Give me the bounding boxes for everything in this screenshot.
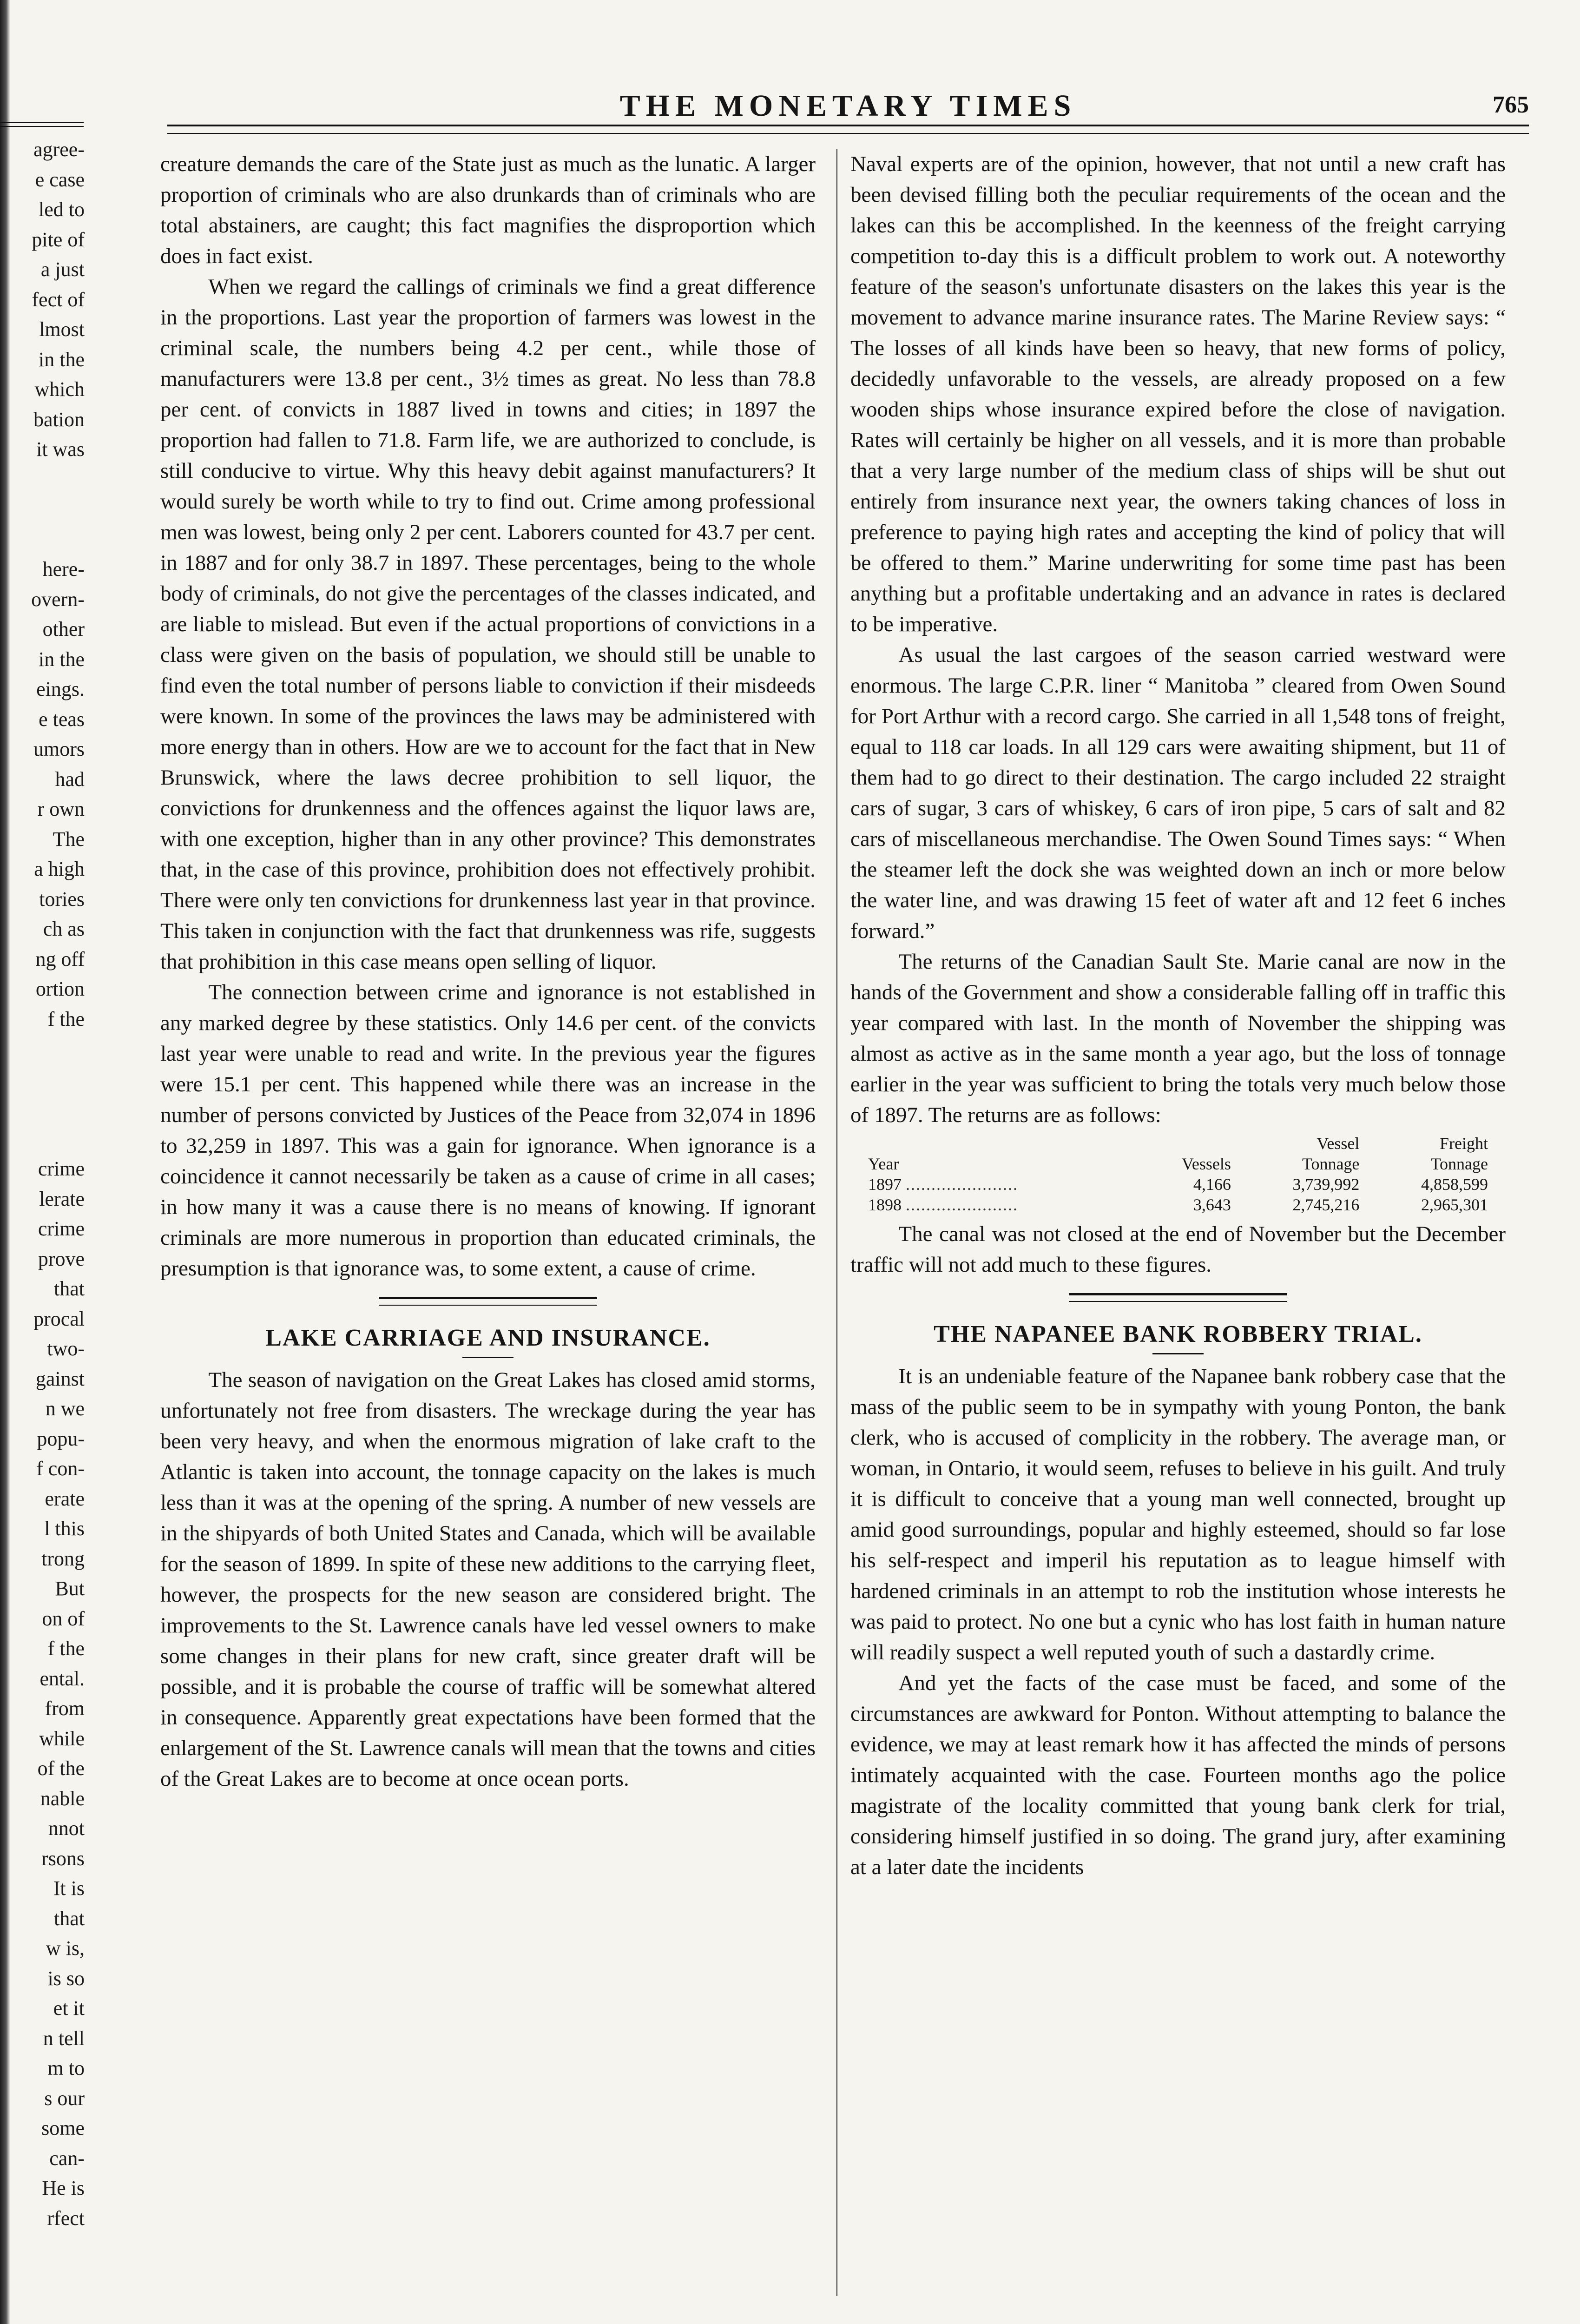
table-header-row xyxy=(864,1154,1492,1174)
left-fragment-block-c xyxy=(0,1154,93,2233)
table-cell: 2,745,216 xyxy=(1292,1195,1360,1214)
paragraph: The season of navigation on the Great Lakes has closed amid storms, unfortunately not free from disasters. The wreckage during the year has been very heavy, and when the enormous migration of lake craft to the Atlantic is taken into account, the tonnage capacity on the lakes is much less than it was at the opening of the spring. A number of new vessels are in the shipyards of both United States and Canada, which will be available for the season of 1899. In spite of these new additions to the carrying fleet, however, the prospects for the new season are considered bright. The improvements to the St. Lawrence canals have led vessel owners to make some changes in their plans for new craft, since greater draft will be possible, and it is probable the course of traffic will be somewhat altered in consequence. Apparently great expectations have been formed that the enlargement of the St. Lawrence canals will mean that the towns and cities of the Great Lakes are to become at once ocean ports. xyxy=(160,1368,816,1791)
paragraph: The returns of the Canadian Sault Ste. Marie canal are now in the hands of the Government and show a considerable falling off in traffic this year compared with last. In the month of November the shipping was almost as active as in the same month a year ago, but the loss of tonnage earlier in the year was sufficient to bring the totals very much below those of 1897. The returns are as follows: xyxy=(850,950,1506,1127)
paragraph: And yet the facts of the case must be faced, and some of the circumstances are awkward for Ponton. Without attempting to balance the evidence, we may at least remark how it has affected the minds of persons intimately acquainted with the case. Fourteen months ago the police magistrate of the locality committed that young bank clerk for trial, considering himself justified in so doing. The grand jury, after examining at a later date the incidents xyxy=(850,1671,1506,1879)
fragment-line: nable xyxy=(40,1787,85,1810)
paragraph: creature demands the care of the State just as much as the lunatic. A larger proportion of criminals who are also drunkards than of criminals who are total abstainers, are caught; this fact magnifies the disproportion which does in fact exist. xyxy=(160,152,816,268)
fragment-line: f the xyxy=(47,1007,85,1030)
section-divider xyxy=(379,1297,597,1306)
paragraph: As usual the last cargoes of the season carried westward were enormous. The large C.P.R. liner “ Manitoba ” cleared from Owen Sound for Port Arthur with a record cargo. She carried in all 1,548 tons of freight, equal to 118 car loads. In all 129 cars were awaiting shipment, but 11 of them had to go direct to their destination. The cargo included 22 straight cars of sugar, 3 cars of whiskey, 6 cars of iron pipe, 5 cars of salt and 82 cars of miscellaneous merchandise. The Owen Sound Times says: “ When the steamer left the dock she was weighted down an inch or more below the water line, and was drawing 15 feet of water aft and 12 feet 6 inches forward.” xyxy=(850,643,1506,943)
left-page-rule xyxy=(0,122,84,127)
column-header: Year xyxy=(868,1155,899,1173)
column-header: Vessels xyxy=(1181,1155,1231,1173)
publication-title: THE MONETARY TIMES xyxy=(619,89,1077,123)
fragment-line: It is xyxy=(53,1877,85,1900)
fragment-line: f the xyxy=(47,1637,85,1660)
fragment-line: m to xyxy=(47,2057,85,2080)
fragment-line: e case xyxy=(35,168,85,191)
paragraph: The canal was not closed at the end of November but the December traffic will not add much to these figures. xyxy=(850,1222,1506,1277)
fragment-line: But xyxy=(55,1577,85,1600)
fragment-line: s our xyxy=(44,2086,85,2110)
heading-underline xyxy=(462,1357,514,1358)
fragment-line: tories xyxy=(39,887,85,911)
fragment-line: in the xyxy=(39,348,85,371)
fragment-line: from xyxy=(45,1697,85,1720)
table-cell: 2,965,301 xyxy=(1421,1195,1488,1214)
fragment-line: had xyxy=(55,767,85,791)
fragment-line: ng off xyxy=(35,947,85,971)
fragment-line: here- xyxy=(42,558,85,581)
table-header-row xyxy=(864,1133,1492,1154)
fragment-line: eings. xyxy=(36,678,85,700)
paragraph: When we regard the callings of criminals we find a great difference in the proportions. Last year the proportion of farmers was lowest in the criminal scale, the numbers being 4.2 per cent., while those of manufacturers were 13.8 per cent., 3½ times as great. No less than 78.8 per cent. of convicts in 1887 lived in towns and cities; in 1897 the proportion had fallen to 71.8. Farm life, we are authorized to conclude, is still conducive to virtue. Why this heavy debit against manufacturers? It would surely be worth while to try to find out. Crime among professional men was lowest, being only 2 per cent. Laborers counted for 43.7 per cent. in 1887 and for only 38.7 in 1897. These percentages, being to the whole body of criminals, do not give the percentages of the classes indicated, and are liable to mislead. But even if the actual proportions of convictions in a class were given on the basis of population, we should still be unable to find even the total number of persons liable to conviction if their misdeeds were known. In some of the provinces the laws may be administered with more energy than in others. How are we to account for the fact that in New Brunswick, where the laws decree prohibition to sell liquor, the convictions for drunkenness and the offences against the liquor laws are, with one exception, higher than in any other province? This demonstrates that, in the case of this province, prohibition does not effectively prohibit. There were only ten convictions for drunkenness last year in that province. This taken in conjunction with the fact that drunkenness was rife, suggests that prohibition in this case means open selling of liquor. xyxy=(160,275,816,974)
fragment-line: rfect xyxy=(47,2206,85,2230)
fragment-line: crime xyxy=(38,1217,85,1240)
section-heading: LAKE CARRIAGE AND INSURANCE. xyxy=(265,1325,711,1351)
fragment-line: can- xyxy=(49,2146,85,2170)
fragment-line: nnot xyxy=(48,1817,85,1840)
table-cell: 1897 xyxy=(868,1175,902,1194)
fragment-line: n we xyxy=(45,1397,85,1420)
left-fragment-block-b xyxy=(0,555,93,1034)
fragment-line: erate xyxy=(45,1487,85,1510)
fragment-line: r own xyxy=(37,798,85,820)
fragment-line: a high xyxy=(34,858,85,880)
column-header: Freight xyxy=(1440,1134,1488,1153)
fragment-line: of the xyxy=(37,1757,85,1780)
right-column xyxy=(850,149,1506,2315)
fragment-line: gainst xyxy=(35,1367,85,1390)
header-rule xyxy=(167,125,1529,134)
fragment-line: which xyxy=(34,378,85,401)
table-cell: 3,739,992 xyxy=(1292,1175,1360,1194)
left-fragment-block-a xyxy=(0,135,93,465)
masthead xyxy=(167,88,1529,130)
fragment-line: some xyxy=(41,2117,85,2139)
fragment-line: fect of xyxy=(32,288,85,311)
fragment-line: other xyxy=(42,618,85,640)
leader-dots: ...................... xyxy=(906,1195,1018,1214)
table-cell: 4,166 xyxy=(1193,1175,1231,1194)
table-row xyxy=(864,1174,1492,1195)
column-header: Tonnage xyxy=(1430,1155,1488,1173)
fragment-line: in the xyxy=(39,647,85,671)
column-header: Vessel xyxy=(1317,1134,1360,1153)
section-divider xyxy=(1069,1293,1287,1302)
paragraph: Naval experts are of the opinion, however, that not until a new craft has been devised filling both the peculiar requirements of the ocean and the lakes can this be accomplished. In the keenness of the freight carrying competition to-day this is a difficult problem to work out. A noteworthy feature of the season's unfortunate disasters on the lakes this year is the movement to advance marine insurance rates. The Marine Review says: “ The losses of all kinds have been so heavy, that new forms of policy, decidedly unfavorable to the vessels, are already proposed on a few wooden ships whose insurance expired before the close of navigation. Rates will certainly be higher on all vessels, and it is more than probable that a very large number of the medium class of ships will be shut out entirely from insurance next year, the owners taking chances of loss in preference to paying high rates and accepting the kind of policy that will be offered to them.” Marine underwriting for some time past has been anything but a profitable undertaking and an advance in rates is declared to be imperative. xyxy=(850,152,1506,636)
canal-returns-table xyxy=(864,1133,1492,1215)
fragment-line: a just xyxy=(40,258,85,281)
fragment-line: is so xyxy=(47,1967,85,1990)
fragment-line: lerate xyxy=(39,1187,85,1210)
fragment-line: trong xyxy=(41,1547,85,1570)
table-cell: 1898 xyxy=(868,1195,902,1214)
fragment-line: ental. xyxy=(40,1667,85,1690)
paragraph: It is an undeniable feature of the Napanee bank robbery case that the mass of the public seem to be in sympathy with young Ponton, the bank clerk, who is accused of complicity in the robbery. The average man, or woman, in Ontario, it would seem, refuses to believe in his guilt. And truly it is difficult to conceive that a young man well connected, brought up amid good surroundings, popular and highly esteemed, should so far lose his self-respect and imperil his reputation as to league himself with hardened criminals in an attempt to rob the institution whose interests he was paid to protect. No one but a cynic who has lost faith in human nature will readily suspect a well reputed youth of such a dastardly crime. xyxy=(850,1364,1506,1664)
fragment-line: popu- xyxy=(37,1427,85,1450)
fragment-line: umors xyxy=(33,738,85,760)
section-heading: THE NAPANEE BANK ROBBERY TRIAL. xyxy=(934,1321,1422,1347)
fragment-line: ch as xyxy=(43,918,85,940)
fragment-line: two- xyxy=(47,1337,85,1360)
fragment-line: procal xyxy=(33,1307,85,1330)
fragment-line: bation xyxy=(33,408,85,431)
table-row xyxy=(864,1195,1492,1215)
fragment-line: crime xyxy=(38,1157,85,1180)
fragment-line: that xyxy=(54,1907,85,1930)
column-divider xyxy=(836,149,837,2296)
fragment-line: f con- xyxy=(36,1457,85,1480)
fragment-line: prove xyxy=(38,1247,85,1270)
fragment-line: The xyxy=(53,827,85,851)
fragment-line: on of xyxy=(42,1607,85,1630)
fragment-line: that xyxy=(54,1277,85,1300)
fragment-line: pite of xyxy=(32,228,85,251)
fragment-line: it was xyxy=(36,438,85,461)
fragment-line: w is, xyxy=(46,1937,85,1960)
left-page-fragment xyxy=(0,135,93,2230)
left-column xyxy=(160,149,816,2315)
leader-dots: ...................... xyxy=(906,1175,1018,1194)
heading-underline xyxy=(1152,1353,1204,1354)
fragment-line: while xyxy=(39,1727,85,1750)
fragment-line: ortion xyxy=(35,977,85,1000)
fragment-line: l this xyxy=(44,1517,85,1540)
fragment-line: led to xyxy=(39,198,85,221)
fragment-line: rsons xyxy=(41,1847,85,1870)
column-header: Tonnage xyxy=(1302,1155,1360,1173)
fragment-line: overn- xyxy=(31,588,85,611)
fragment-line: He is xyxy=(42,2177,85,2199)
fragment-line: n tell xyxy=(43,2027,85,2050)
table-cell: 4,858,599 xyxy=(1421,1175,1488,1194)
fragment-line: lmost xyxy=(39,318,85,341)
fragment-line: agree- xyxy=(33,138,85,161)
paragraph: The connection between crime and ignorance is not established in any marked degree by these statistics. Only 14.6 per cent. of the convicts last year were unable to read and write. In the previous year the figures were 15.1 per cent. This happened while there was an increase in the number of persons convicted by Justices of the Peace from 32,074 in 1896 to 32,259 in 1897. This was a gain for ignorance. When ignorance is a coincidence it cannot necessarily be taken as a cause of crime in all cases; in how many it was a cause there is no means of knowing. If ignorant criminals are more numerous in proportion than educated criminals, the presumption is that ignorance was, to some extent, a cause of crime. xyxy=(160,980,816,1281)
table-cell: 3,643 xyxy=(1193,1195,1231,1214)
fragment-line: e teas xyxy=(39,707,85,731)
fragment-line: et it xyxy=(53,1997,85,2020)
page-number: 765 xyxy=(1493,92,1529,118)
